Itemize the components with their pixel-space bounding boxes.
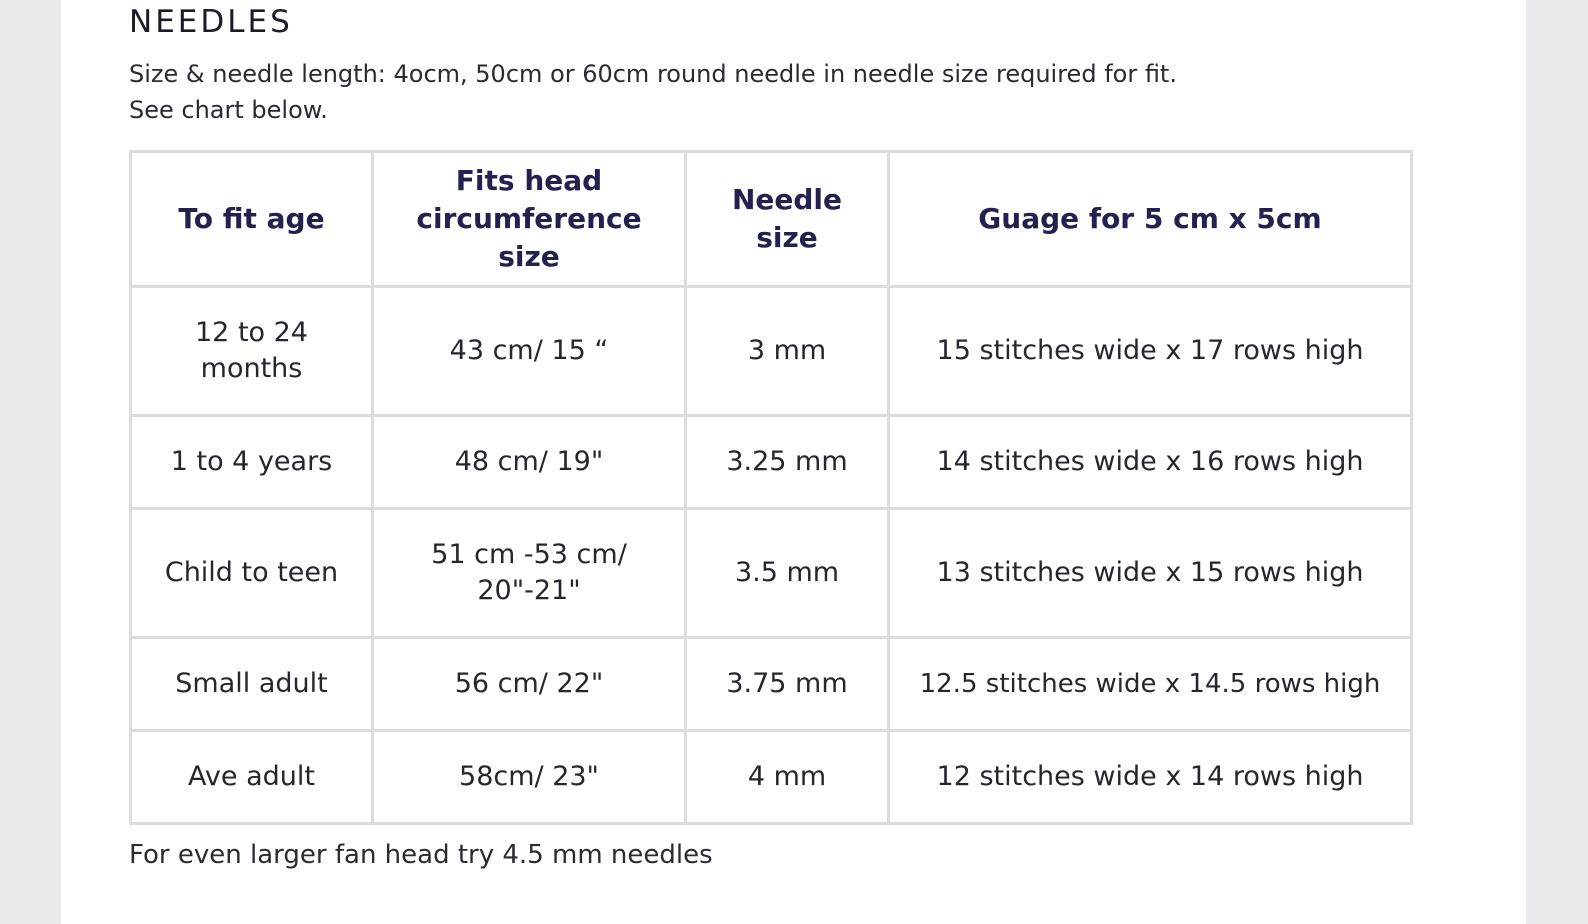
document-page [61,0,1526,924]
table-row [131,731,1412,824]
cell-head: 43 cm/ 15 “ [373,287,686,416]
cell-head: 51 cm -53 cm/ 20"-21" [373,509,686,638]
cell-head: 48 cm/ 19" [373,416,686,509]
cell-gauge: 15 stitches wide x 17 rows high [889,287,1412,416]
intro-line-2: See chart below. [129,96,328,124]
footer-note: For even larger fan head try 4.5 mm needles [129,840,713,870]
cell-needle: 3.75 mm [686,638,889,731]
table-row [131,416,1412,509]
cell-head: 58cm/ 23" [373,731,686,824]
cell-needle: 3.25 mm [686,416,889,509]
header-age: To fit age [131,152,373,287]
header-head-circumference: Fits head circumference size [373,152,686,287]
cell-head: 56 cm/ 22" [373,638,686,731]
cell-age: 12 to 24 months [131,287,373,416]
cell-needle: 3 mm [686,287,889,416]
cell-age: Ave adult [131,731,373,824]
cell-needle: 4 mm [686,731,889,824]
cell-age: Small adult [131,638,373,731]
header-needle-size: Needle size [686,152,889,287]
needle-size-table [129,150,1413,825]
intro-line-1: Size & needle length: 4ocm, 50cm or 60cm round needle in needle size required for fit. [129,60,1177,88]
cell-gauge: 12 stitches wide x 14 rows high [889,731,1412,824]
cell-age: 1 to 4 years [131,416,373,509]
table-row [131,638,1412,731]
cell-gauge: 13 stitches wide x 15 rows high [889,509,1412,638]
table-row [131,509,1412,638]
cell-needle: 3.5 mm [686,509,889,638]
table-row [131,287,1412,416]
cell-gauge: 12.5 stitches wide x 14.5 rows high [889,638,1412,731]
table-header-row [131,152,1412,287]
cell-gauge: 14 stitches wide x 16 rows high [889,416,1412,509]
header-gauge: Guage for 5 cm x 5cm [889,152,1412,287]
intro-text [129,56,1177,128]
cell-age: Child to teen [131,509,373,638]
section-heading: NEEDLES [129,4,293,40]
